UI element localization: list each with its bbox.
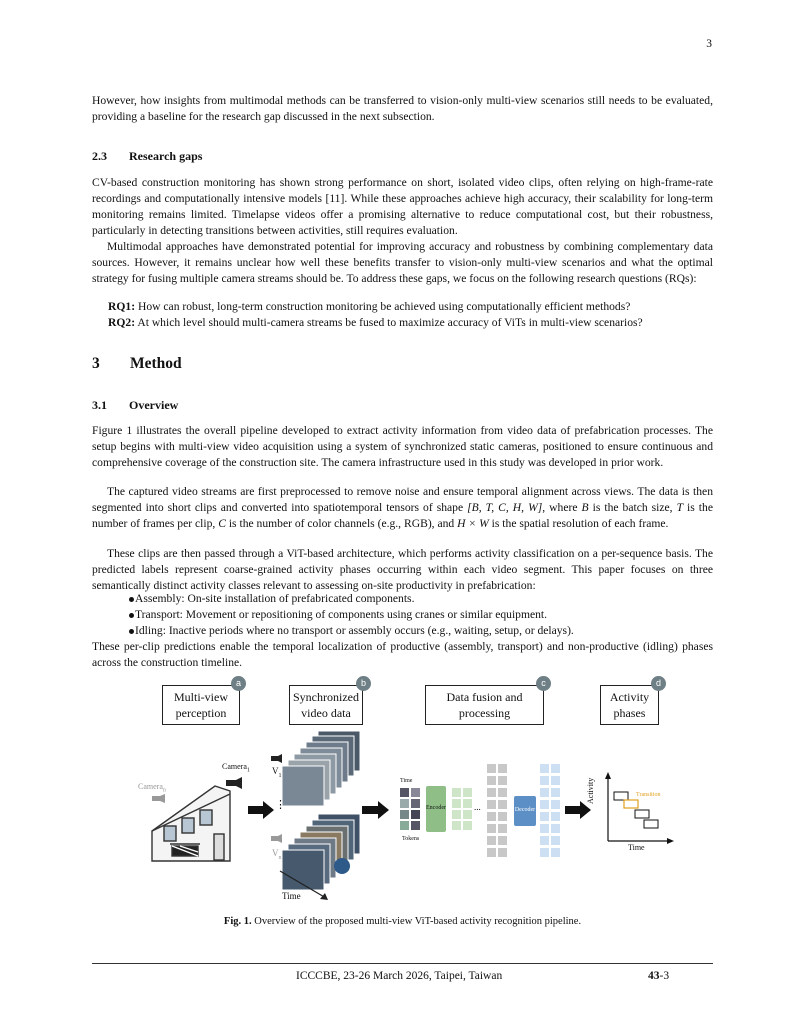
- math-symbol: B: [581, 501, 589, 514]
- overview-paragraph-2: [92, 484, 713, 532]
- stage-line: Activity: [609, 690, 650, 704]
- page-number: 3: [706, 38, 712, 50]
- bullet-item: [135, 591, 414, 607]
- intro-paragraph: However, how insights from multimodal methods can be transferred to vision-only multi-view scenarios still needs to be evaluated, providing a baseline for the research gap discussed in the next subsection.: [92, 94, 713, 123]
- arrow-head-icon: [320, 893, 328, 900]
- section-title: Method: [130, 355, 182, 372]
- video-cam-icon: [271, 754, 282, 763]
- stage-badge: d: [651, 676, 666, 691]
- bullet-item: [135, 607, 547, 623]
- text-run: The captured video streams are first preprocessed to remove noise and ensure temporal alignment across views. The data is then segmented into short clips and converted into spatiotemporal tensors of shape: [92, 485, 713, 514]
- math-symbol: H × W: [457, 517, 489, 530]
- camera-1-icon: [226, 777, 242, 789]
- time-label: Time: [282, 891, 301, 901]
- math-symbol: C: [218, 517, 226, 530]
- figure-caption: [92, 916, 713, 927]
- section-number: 3: [92, 355, 100, 372]
- video-cam-icon: [271, 834, 282, 843]
- stage-line: video data: [301, 706, 351, 720]
- camera-n-icon: [152, 794, 165, 803]
- section-3-1-heading: [92, 398, 178, 413]
- token-grid: [400, 788, 420, 830]
- stage-line: perception: [175, 706, 227, 720]
- tokens-label: Tokens: [402, 836, 420, 842]
- rq2-label: RQ2:: [108, 316, 136, 329]
- math-symbol: T: [676, 501, 684, 514]
- tensor-shape: [B, T, C, H, W]: [467, 501, 543, 514]
- section-3-heading: [92, 355, 182, 373]
- rq2: [108, 315, 643, 331]
- activity-plot: [605, 772, 674, 844]
- bullet-dot: [129, 629, 134, 634]
- camera-n-label: Camera$_n$: [138, 782, 166, 794]
- rq2-text: At which level should multi-camera streams be fused to maximize accuracy of ViTs in multi-view scenarios?: [135, 316, 643, 329]
- bullet-dot: [129, 613, 134, 618]
- stage-line: Data fusion and: [446, 690, 523, 704]
- section-number: 2.3: [92, 149, 107, 163]
- view-n-label: $V_n$: [272, 848, 282, 861]
- text-run: , where: [542, 501, 582, 514]
- caption-label: Fig. 1.: [223, 916, 252, 927]
- text-run: is the number of frames per clip,: [92, 501, 713, 530]
- rq1-label: RQ1:: [108, 300, 136, 313]
- section-2-3-heading: [92, 149, 202, 164]
- stage-line: phases: [613, 706, 646, 720]
- arrow-right-icon: [362, 801, 389, 819]
- rq1-text: How can robust, long-term construction monitoring be achieved using computationally efficient methods?: [135, 300, 631, 313]
- footer-page-bold: 43: [648, 970, 660, 982]
- figure-graphics: [130, 676, 690, 906]
- decoded-tokens: [540, 764, 560, 857]
- fused-tokens: [487, 764, 507, 857]
- text-run: is the number of color channels (e.g., RGB), and: [225, 517, 458, 530]
- footer-rule: [92, 963, 713, 964]
- stage-line: processing: [458, 706, 511, 720]
- research-gaps-paragraph-2: Multimodal approaches have demonstrated potential for improving accuracy and robustness by combining complementary data sources. However, it remains unclear how well these benefits transfer to vision-only multi-view scenarios and what the optimal strategy for fusing multiple camera streams should be. To address these gaps, we focus on the following research questions (RQs):: [92, 240, 713, 285]
- encoder-label: Encoder: [426, 805, 446, 811]
- bullet-text: Idling: Inactive periods where no transport or assembly occurs (e.g., waiting, setup, or delays).: [135, 624, 574, 637]
- encoded-tokens: [452, 788, 472, 830]
- overview-paragraph-3: These clips are then passed through a ViT-based architecture, which performs activity classification on a per-sequence basis. The predicted labels represent coarse-grained activity phases occurring within each video segment. This paper focuses on three semantically distinct activity classes relevant to assessing on-site productivity in prefabrication:: [92, 547, 713, 592]
- stage-badge: c: [536, 676, 551, 691]
- stage-line: Synchronized: [293, 690, 359, 704]
- section-number: 3.1: [92, 398, 107, 412]
- view-1-label: $V_1$: [272, 766, 282, 779]
- footer-page-rest: -3: [659, 970, 670, 982]
- stage-badge: b: [356, 676, 371, 691]
- text-run: is the batch size,: [588, 501, 677, 514]
- section-title: Research gaps: [129, 149, 203, 163]
- overview-paragraph-4: These per-clip predictions enable the temporal localization of productive (assembly, transport) and non-productive (idling) phases across the construction timeline.: [92, 640, 713, 669]
- section-title: Overview: [129, 398, 179, 412]
- view-dots: ⋮: [275, 799, 286, 811]
- transition-label: Transition: [636, 792, 661, 798]
- text-run: is the spatial resolution of each frame.: [488, 517, 669, 530]
- bullet-text: Assembly: On-site installation of prefabricated components.: [135, 592, 415, 605]
- bullet-text: Transport: Movement or repositioning of components using cranes or similar equipment.: [135, 608, 548, 621]
- activity-time-label: Time: [628, 843, 645, 852]
- camera-1-label: Camera$_1$: [222, 762, 250, 774]
- stage-line: Multi-view: [174, 690, 228, 704]
- caption-text: Overview of the proposed multi-view ViT-based activity recognition pipeline.: [251, 916, 582, 927]
- overview-paragraph-1: Figure 1 illustrates the overall pipeline developed to extract activity information from video data of prefabrication processes. The setup begins with multi-view video acquisition using a system of synchronized static cameras, positioned to ensure continuous and comprehensive coverage of the construction site. The camera infrastructure used in this study was developed in prior work.: [92, 424, 713, 469]
- video-stack-1: [282, 731, 360, 806]
- activity-axis-label: Activity: [586, 777, 595, 804]
- bullet-item: [135, 623, 574, 639]
- figure-1: [130, 676, 690, 906]
- rq1: [108, 299, 630, 315]
- bullet-dot: [129, 597, 134, 602]
- stage-badge: a: [231, 676, 246, 691]
- research-gaps-paragraph-1: CV-based construction monitoring has shown strong performance on short, isolated video clips, often relying on high-frame-rate recordings and computationally intensive models [11]. While these approaches achieve high accuracy, their scalability for long-term monitoring remains limited. Timelapse videos offer a promising alternative to reduce computational cost, but their robustness, particularly in detecting transitions between activities, still requires evaluation.: [92, 176, 713, 237]
- decoder-label: Decoder: [514, 807, 536, 813]
- footer-page: [648, 970, 669, 982]
- arrow-right-icon: [248, 801, 274, 819]
- footer-conference: ICCCBE, 23-26 March 2026, Taipei, Taiwan: [296, 970, 503, 982]
- token-time-label: Time: [400, 778, 413, 784]
- ellipsis: ...: [474, 802, 481, 812]
